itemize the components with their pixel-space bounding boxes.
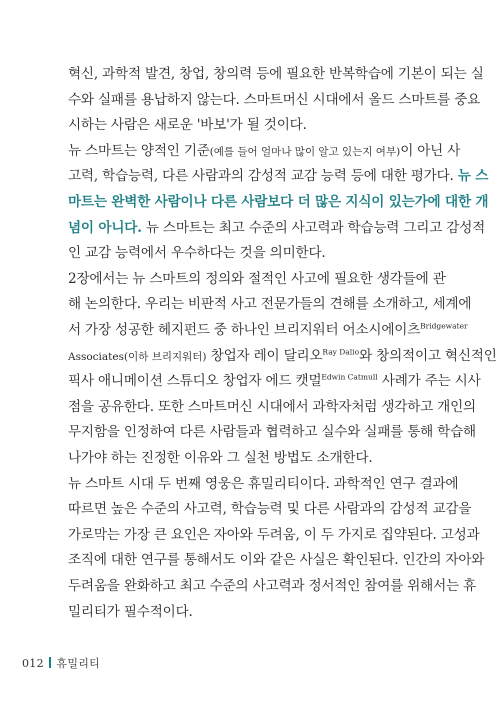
text-line bbox=[68, 398, 476, 415]
text-line bbox=[68, 168, 489, 185]
text-line bbox=[68, 321, 468, 338]
text-line bbox=[68, 475, 459, 492]
text-line bbox=[68, 604, 432, 620]
text-segment: 뉴 스마트 시대 두 번째 영웅은 휴밀리티이다. 과학적인 연구 결과에 bbox=[68, 475, 459, 492]
text-line bbox=[68, 501, 472, 518]
superscript-name: Ray Dalio bbox=[322, 347, 360, 357]
text-line bbox=[68, 450, 432, 466]
book-title: 휴밀리티 bbox=[56, 657, 101, 670]
text-segment: 뉴 스마트는 양적인 기준 bbox=[68, 142, 210, 159]
text-segment: 뉴 스마트는 최고 수준의 사고력과 학습능력 그리고 감성적 bbox=[141, 219, 486, 236]
text-segment: 따르면 높은 수준의 사고력, 학습능력 및 다른 사람과의 감성적 교감을 bbox=[68, 501, 472, 518]
text-segment: 사례가 주는 시사 bbox=[377, 373, 481, 390]
text-segment: 혁신, 과학적 발견, 창업, 창의력 등에 필요한 반복학습에 기본이 되는 실 bbox=[68, 66, 484, 82]
text-line bbox=[68, 142, 461, 160]
text-line bbox=[68, 424, 476, 441]
text-segment: 조직에 대한 연구를 통해서도 이와 같은 사실은 확인된다. 인간의 자아와 bbox=[68, 552, 485, 569]
superscript-name: Edwin Catmull bbox=[321, 372, 378, 382]
text-line bbox=[68, 219, 486, 236]
text-segment: 서 가장 성공한 헤지펀드 중 하나인 브리지워터 어소시에이츠 bbox=[68, 322, 421, 338]
text-line bbox=[68, 117, 432, 133]
text-segment: 와 창의적이고 혁신적인 bbox=[359, 347, 497, 364]
superscript-name: Bridgewater bbox=[420, 321, 468, 331]
page-number: 012 bbox=[22, 657, 44, 670]
highlighted-text: 념이 아니다. bbox=[68, 219, 142, 236]
text-segment: 가로막는 가장 큰 요인은 자아와 두려움, 이 두 가지로 집약된다. 고성과 bbox=[68, 526, 480, 543]
text-segment: 두려움을 완화하고 최고 수준의 사고력과 정서적인 참여를 위해서는 휴 bbox=[68, 578, 476, 594]
text-segment: 무지함을 인정하여 다른 사람들과 협력하고 실수와 실패를 통해 학습해 bbox=[68, 424, 476, 441]
highlighted-text: 마트는 완벽한 사람이나 다른 사람보다 더 많은 지식이 있는가에 대한 개 bbox=[68, 194, 489, 210]
text-line bbox=[68, 526, 480, 543]
text-line bbox=[68, 270, 446, 287]
text-segment: 픽사 애니메이션 스튜디오 창업자 에드 캣멀 bbox=[68, 373, 322, 390]
small-note: (예를 들어 얼마나 많이 알고 있는지 여부) bbox=[209, 145, 401, 158]
text-segment: 시하는 사람은 새로운 '바보'가 될 것이다. bbox=[68, 117, 307, 134]
text-line bbox=[68, 347, 497, 365]
text-line bbox=[68, 552, 485, 569]
text-segment: 수와 실패를 용납하지 않는다. 스마트머신 시대에서 올드 스마트를 중요 bbox=[68, 91, 481, 108]
text-line bbox=[68, 91, 481, 108]
text-segment: 이 아닌 사 bbox=[400, 142, 461, 159]
text-segment: 밀리티가 필수적이다. bbox=[68, 603, 193, 620]
text-line bbox=[68, 296, 472, 313]
text-segment: 고력, 학습능력, 다른 사람과의 감성적 교감 능력 등에 대한 평가다. bbox=[68, 168, 458, 185]
text-line bbox=[68, 372, 481, 390]
text-line bbox=[68, 245, 432, 261]
text-segment: 인 교감 능력에서 우수하다는 것을 의미한다. bbox=[68, 245, 326, 262]
highlighted-text: 뉴 스 bbox=[457, 168, 489, 185]
text-segment: 나가야 하는 진정한 이유와 그 실천 방법도 소개한다. bbox=[68, 450, 373, 466]
text-segment: 2장에서는 뉴 스마트의 정의와 절적인 사고에 필요한 생각들에 관 bbox=[68, 270, 446, 287]
page-footer bbox=[22, 655, 100, 671]
footer-divider bbox=[49, 657, 52, 668]
text-line bbox=[68, 194, 489, 210]
text-segment: 점을 공유한다. 또한 스마트머신 시대에서 과학자처럼 생각하고 개인의 bbox=[68, 398, 476, 415]
text-line bbox=[68, 66, 484, 82]
text-line bbox=[68, 578, 476, 594]
text-segment: 해 논의한다. 우리는 비판적 사고 전문가들의 견해를 소개하고, 세계에 bbox=[68, 296, 472, 313]
text-segment: 창업자 레이 달리오 bbox=[206, 347, 323, 364]
small-note: Associates(이하 브리지워터) bbox=[68, 350, 207, 363]
